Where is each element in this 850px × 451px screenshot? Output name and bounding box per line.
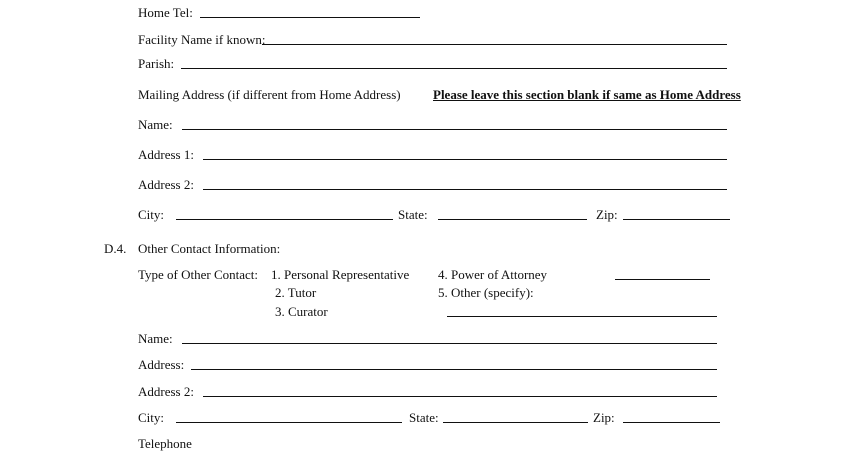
mailing-zip-field[interactable] <box>623 219 730 220</box>
mailing-address1-field[interactable] <box>203 159 727 160</box>
mailing-address2-label: Address 2: <box>138 177 194 192</box>
mailing-city-field[interactable] <box>176 219 393 220</box>
mailing-state-label: State: <box>398 207 428 222</box>
contact-type-label: Type of Other Contact: <box>138 267 259 282</box>
mailing-name-field[interactable] <box>182 129 727 130</box>
contact-address-label: Address: <box>138 357 185 372</box>
mailing-name-label: Name: <box>138 117 173 132</box>
contact-zip-field[interactable] <box>623 422 720 423</box>
mailing-zip-label: Zip: <box>596 207 618 222</box>
contact-address2-label: Address 2: <box>138 384 194 399</box>
mailing-address2-field[interactable] <box>203 189 727 190</box>
contact-telephone-label: Telephone <box>138 436 192 451</box>
facility-name-label: Facility Name if known: <box>138 32 266 47</box>
contact-name-label: Name: <box>138 331 173 346</box>
contact-type-field[interactable] <box>615 279 710 280</box>
home-tel-field[interactable] <box>200 17 420 18</box>
mailing-address-note: Please leave this section blank if same as Home Address <box>433 87 741 102</box>
contact-city-label: City: <box>138 410 165 425</box>
mailing-city-label: City: <box>138 207 165 222</box>
option-personal-representative: 1. Personal Representative <box>271 267 410 282</box>
option-power-of-attorney: 4. Power of Attorney <box>438 267 548 282</box>
option-tutor: 2. Tutor <box>275 285 317 300</box>
contact-state-field[interactable] <box>443 422 588 423</box>
contact-zip-label: Zip: <box>593 410 615 425</box>
mailing-address-heading: Mailing Address (if different from Home Address) <box>138 87 401 102</box>
contact-state-label: State: <box>409 410 439 425</box>
parish-label: Parish: <box>138 56 175 71</box>
option-curator: 3. Curator <box>275 304 328 319</box>
other-contact-heading: Other Contact Information: <box>138 241 281 256</box>
home-tel-label: Home Tel: <box>138 5 193 20</box>
other-specify-field[interactable] <box>447 316 717 317</box>
contact-address-field[interactable] <box>191 369 717 370</box>
facility-name-field[interactable] <box>262 44 727 45</box>
option-other-specify: 5. Other (specify): <box>438 285 534 300</box>
contact-city-field[interactable] <box>176 422 402 423</box>
contact-address2-field[interactable] <box>203 396 717 397</box>
mailing-address1-label: Address 1: <box>138 147 194 162</box>
mailing-state-field[interactable] <box>438 219 587 220</box>
parish-field[interactable] <box>181 68 727 69</box>
section-number: D.4. <box>104 241 127 256</box>
contact-name-field[interactable] <box>182 343 717 344</box>
